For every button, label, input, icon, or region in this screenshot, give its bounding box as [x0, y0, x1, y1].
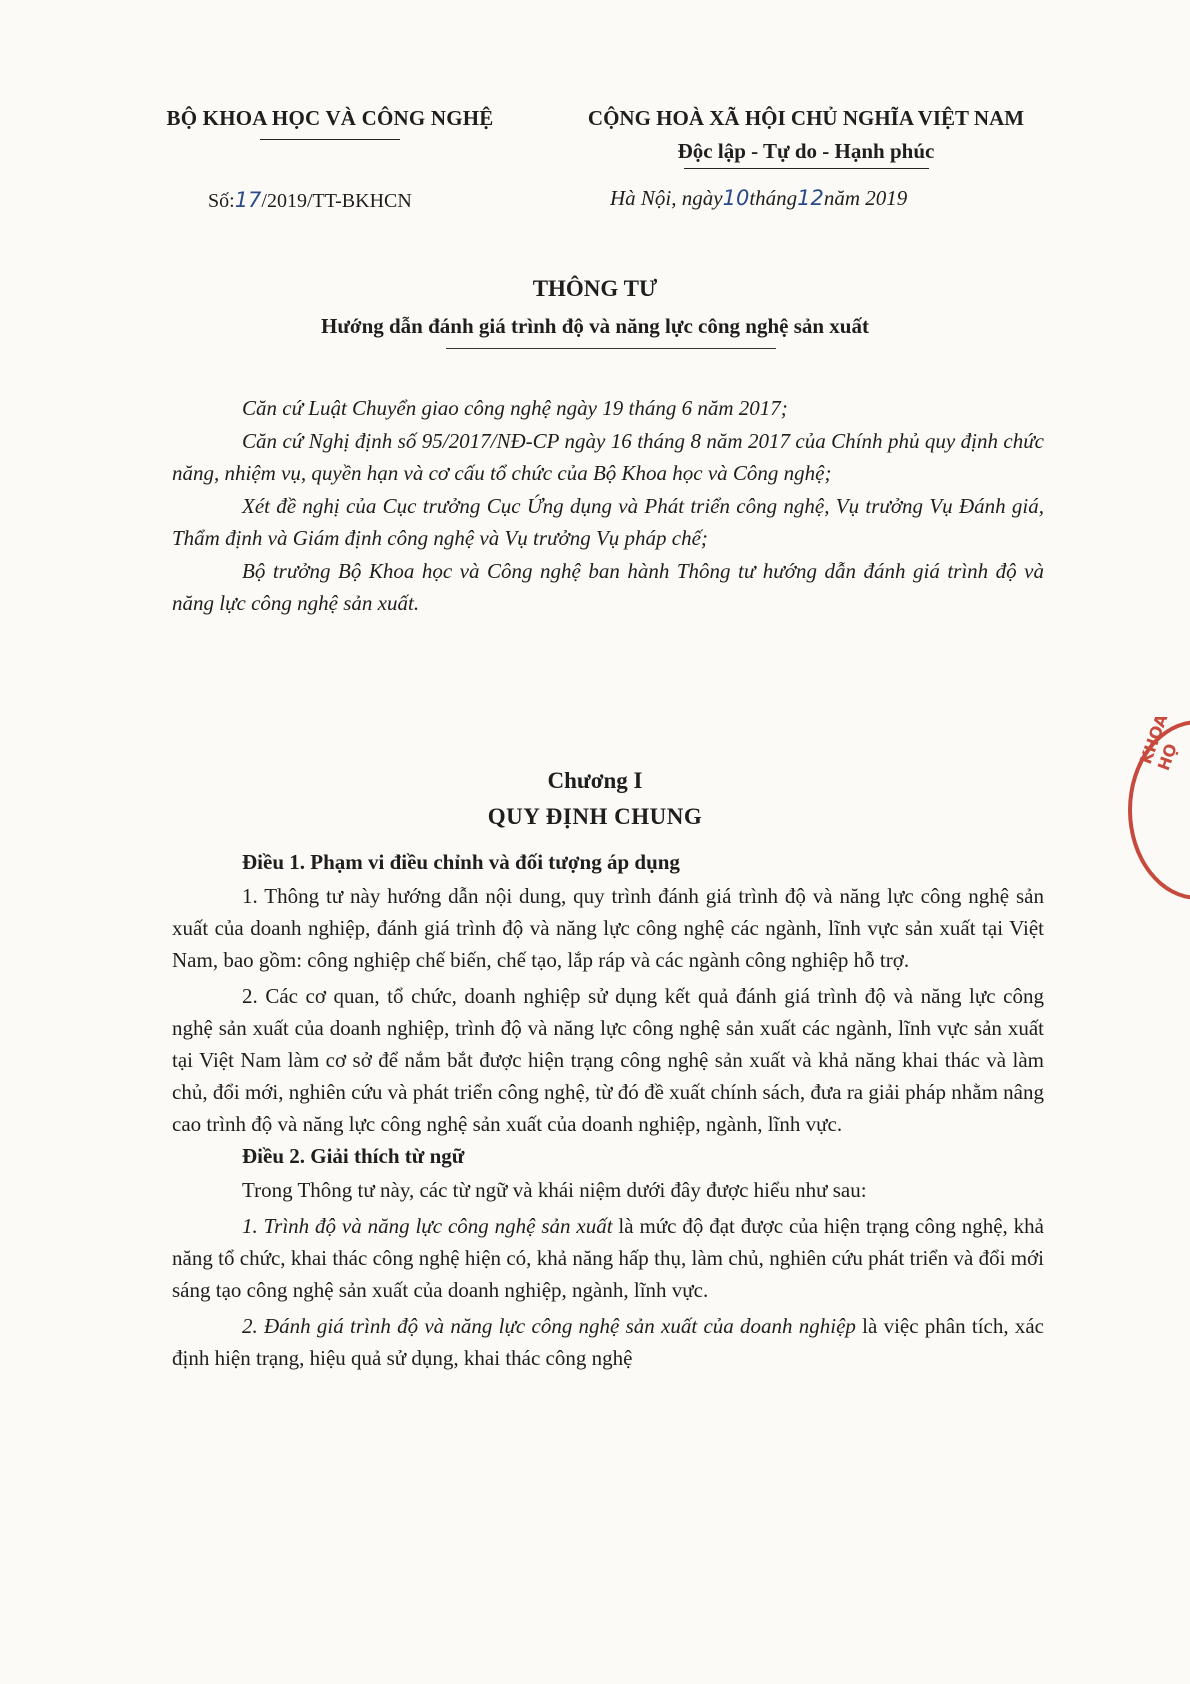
national-motto: Độc lập - Tự do - Hạnh phúc: [677, 139, 935, 163]
subtitle-underline: [446, 348, 776, 349]
ministry-underline: [260, 139, 400, 140]
article-paragraph: 2. Các cơ quan, tổ chức, doanh nghiệp sử dụng kết quả đánh giá trình độ và năng lực công nghệ sản xuất của doanh nghiệp, trình độ và năng lực công nghệ sản xuất các ngành, lĩnh vực sản xuất tại Việt Nam làm cơ sở để nắm bắt được hiện trạng công nghệ sản xuất và khả năng khai thác và làm chủ, đổi mới, nghiên cứu và phát triển công nghệ, từ đó đề xuất chính sách, đưa ra giải pháp nhằm nâng cao trình độ và năng lực công nghệ sản xuất của doanh nghiệp, ngành, lĩnh vực.: [172, 984, 1044, 1136]
definition-term: 2. Đánh giá trình độ và năng lực công nghệ sản xuất của doanh nghiệp: [242, 1314, 856, 1338]
article-heading: Điều 2. Giải thích từ ngữ: [242, 1144, 465, 1168]
definition-paragraph: [172, 1310, 1044, 1374]
date-month-handwritten: 12: [797, 186, 824, 210]
basis-paragraph: Căn cứ Luật Chuyển giao công nghệ ngày 19 tháng 6 năm 2017;: [242, 396, 788, 420]
national-header: [546, 106, 1066, 169]
country-name: CỘNG HOÀ XÃ HỘI CHỦ NGHĨA VIỆT NAM: [587, 106, 1025, 130]
date-prefix: Hà Nội, ngày: [610, 186, 723, 210]
document-subtitle: Hướng dẫn đánh giá trình độ và năng lực công nghệ sản xuất: [321, 314, 869, 338]
definition-text: là việc phân tích, xác định hiện trạng, hiệu quả sử dụng, khai thác công nghệ: [172, 1314, 1044, 1370]
motto-underline: [684, 168, 929, 169]
basis-paragraph: Xét đề nghị của Cục trưởng Cục Ứng dụng và Phát triển công nghệ, Vụ trưởng Vụ Đánh giá, Thẩm định và Giám định công nghệ và Vụ trưởng Vụ pháp chế;: [172, 494, 1044, 550]
legal-bases: [172, 392, 1044, 619]
date-mid: tháng: [749, 186, 798, 210]
definition-text: là mức độ đạt được của hiện trạng công nghệ, khả năng tổ chức, khai thác công nghệ hiện có, khả năng hấp thụ, làm chủ, nghiên cứu phát triển và đổi mới sáng tạo công nghệ sản xuất của doanh nghiệp, ngành, lĩnh vực.: [172, 1214, 1044, 1302]
doc-number-prefix: Số:: [208, 190, 235, 212]
doc-number-handwritten: 17: [234, 188, 262, 212]
ministry-name: BỘ KHOA HỌC VÀ CÔNG NGHỆ: [166, 106, 494, 130]
chapter-name: QUY ĐỊNH CHUNG: [487, 804, 703, 829]
ministry-header: [138, 106, 522, 140]
article-heading: Điều 1. Phạm vi điều chỉnh và đối tượng áp dụng: [242, 850, 680, 874]
chapter-number: Chương I: [547, 768, 643, 793]
chapter-body: [172, 846, 1044, 1374]
date-suffix: năm 2019: [823, 186, 908, 210]
article-paragraph: 1. Thông tư này hướng dẫn nội dung, quy trình đánh giá trình độ và năng lực công nghệ sản xuất của doanh nghiệp, đánh giá trình độ và năng lực công nghệ các ngành, lĩnh vực sản xuất tại Việt Nam, bao gồm: công nghiệp chế biến, chế tạo, lắp ráp và các ngành công nghiệp hỗ trợ.: [172, 884, 1044, 972]
date-day-handwritten: 10: [722, 186, 750, 210]
definition-paragraph: [172, 1210, 1044, 1306]
seal-text: KHOA HỌ: [1136, 711, 1181, 773]
basis-paragraph: Căn cứ Nghị định số 95/2017/NĐ-CP ngày 16 tháng 8 năm 2017 của Chính phủ quy định chức năng, nhiệm vụ, quyền hạn và cơ cấu tổ chức của Bộ Khoa học và Công nghệ;: [172, 429, 1044, 485]
basis-paragraph: Bộ trưởng Bộ Khoa học và Công nghệ ban hành Thông tư hướng dẫn đánh giá trình độ và năng lực công nghệ sản xuất.: [172, 559, 1044, 615]
article-paragraph: Trong Thông tư này, các từ ngữ và khái niệm dưới đây được hiểu như sau:: [242, 1178, 867, 1202]
definition-term: 1. Trình độ và năng lực công nghệ sản xuất: [242, 1214, 613, 1238]
doc-number-suffix: /2019/TT-BKHCN: [261, 190, 412, 212]
document-number: [208, 188, 412, 213]
document-title: THÔNG TƯ: [532, 276, 658, 301]
issue-date: [610, 186, 907, 211]
